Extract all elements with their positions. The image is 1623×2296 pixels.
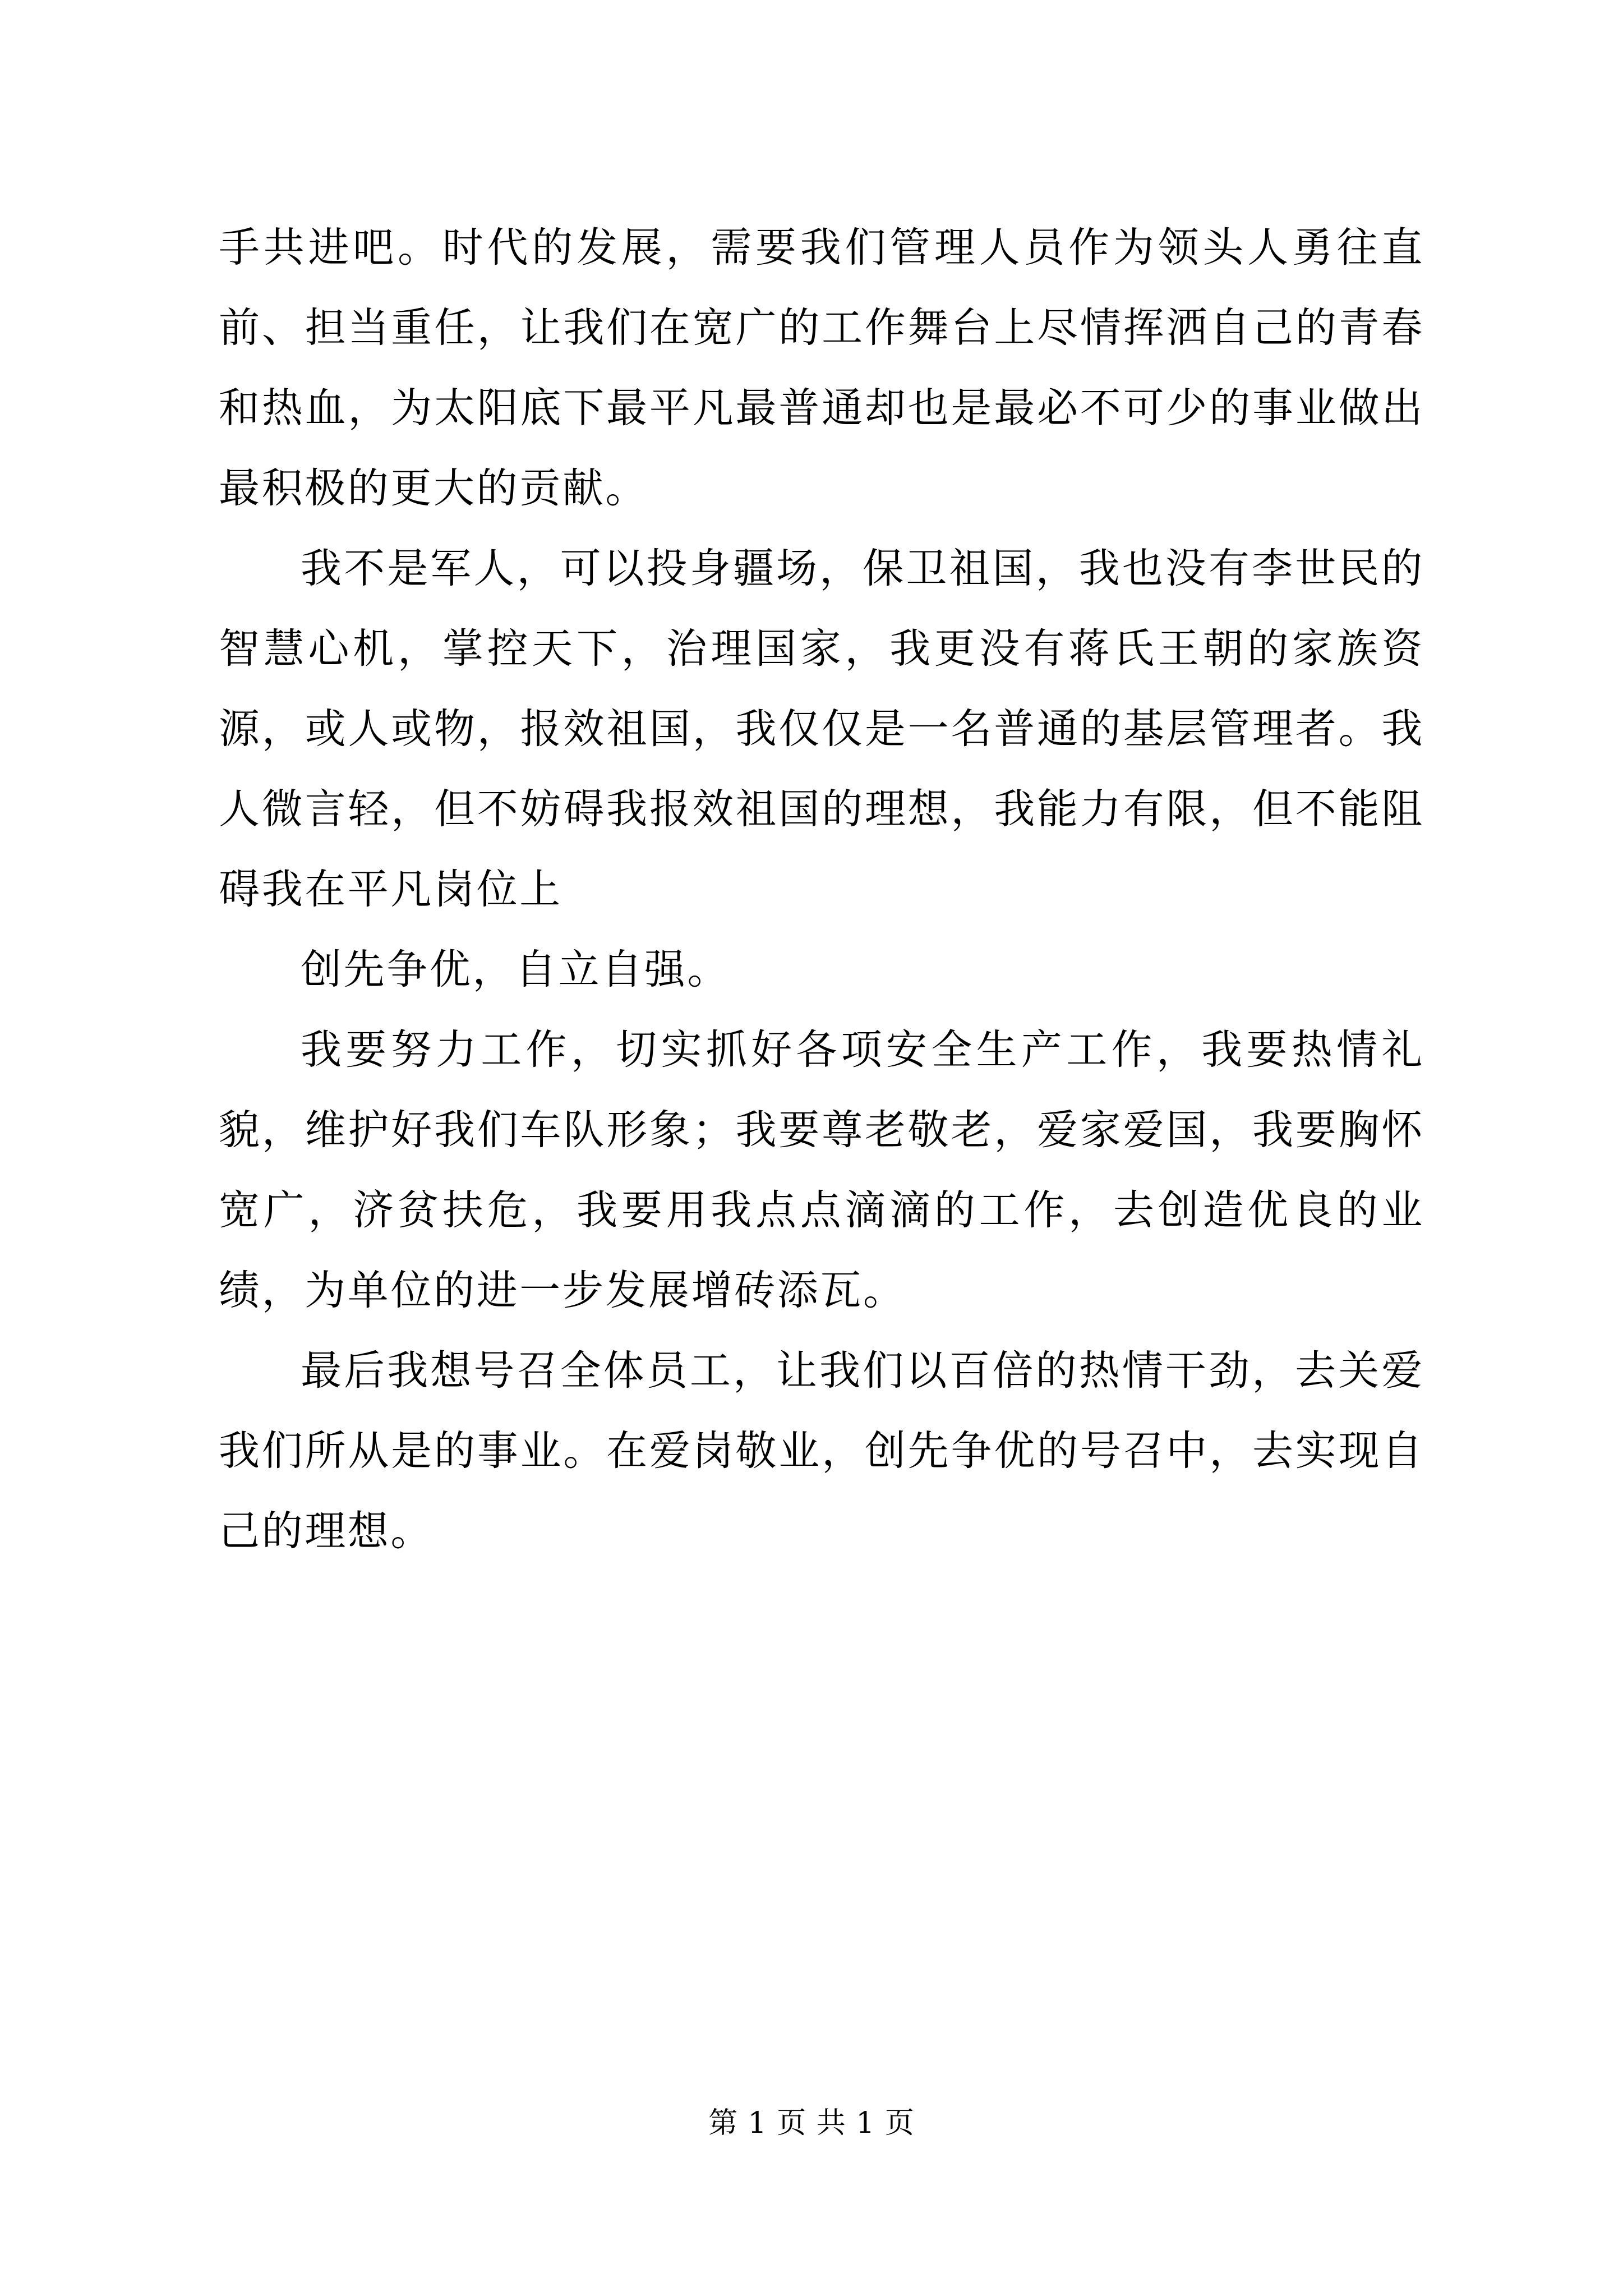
paragraph-1: 手共进吧。时代的发展，需要我们管理人员作为领头人勇往直前、担当重任，让我们在宽广的工作舞台上尽情挥洒自己的青春和热血，为太阳底下最平凡最普通却也是最必不可少的事业做出最积极的更大的贡献。 [219, 224, 1424, 512]
paragraph-5: 最后我想号召全体员工，让我们以百倍的热情干劲，去关爱我们所从是的事业。在爱岗敬业，创先争优的号召中，去实现自己的理想。 [219, 1347, 1424, 1555]
paragraph-2: 我不是军人，可以投身疆场，保卫祖国，我也没有李世民的智慧心机，掌控天下，治理国家，我更没有蒋氏王朝的家族资源，或人或物，报效祖国，我仅仅是一名普通的基层管理者。我人微言轻，但不妨碍我报效祖国的理想，我能力有限，但不能阻碍我在平凡岗位上 [219, 545, 1424, 913]
paragraph-4: 我要努力工作，切实抓好各项安全生产工作，我要热情礼貌，维护好我们车队形象；我要尊老敬老，爱家爱国，我要胸怀宽广，济贫扶危，我要用我点点滴滴的工作，去创造优良的业绩，为单位的进一步发展增砖添瓦。 [219, 1026, 1424, 1314]
page-footer: 第 1 页 共 1 页 [708, 2106, 915, 2140]
document-body [219, 208, 1424, 1571]
paragraph-3: 创先争优，自立自强。 [301, 946, 730, 993]
